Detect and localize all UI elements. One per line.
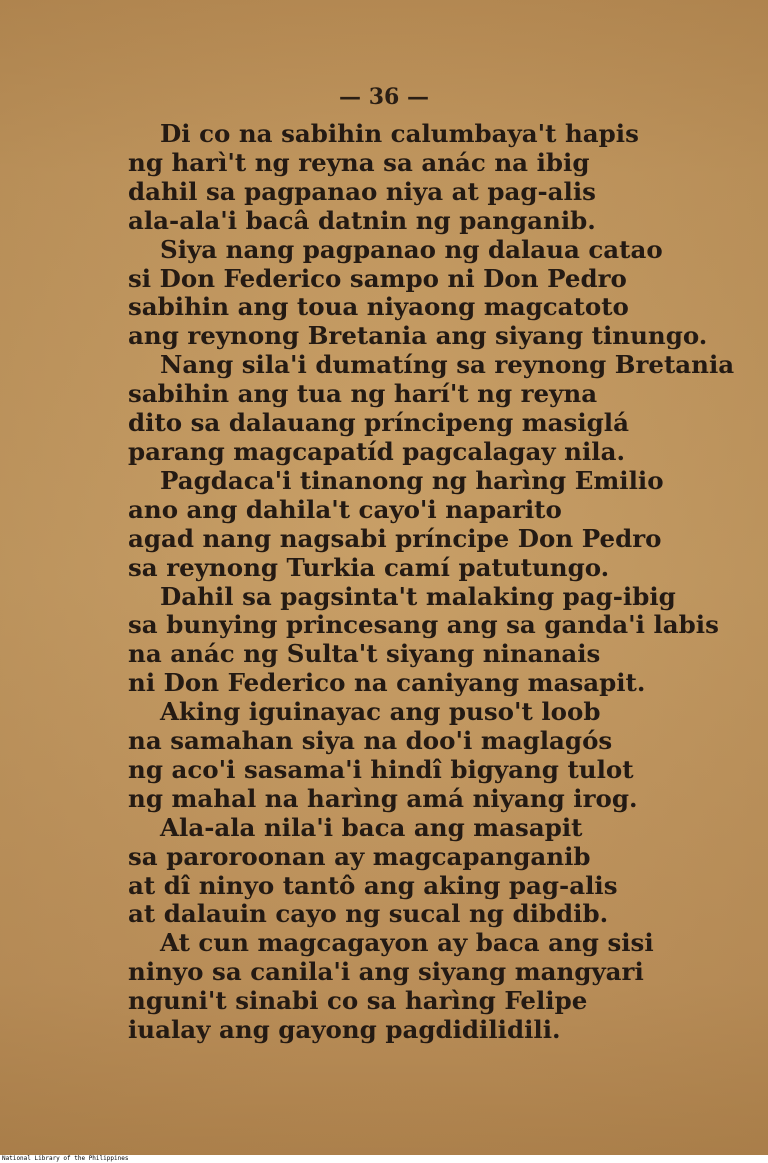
text-line: Ala-ala nila'i baca ang masapit <box>160 812 583 842</box>
text-line: sa paroroonan ay magcapanganib <box>128 841 591 871</box>
text-line: at dî ninyo tantô ang aking pag-alis <box>128 870 618 900</box>
text-line: sa bunying princesang ang sa ganda'i labis <box>128 610 719 640</box>
text-line: iualay ang gayong pagdidilidili. <box>128 1015 561 1045</box>
text-line: at dalauin cayo ng sucal ng dibdib. <box>128 899 609 929</box>
text-line: sa reynong Turkia camí patutungo. <box>128 552 610 582</box>
text-line: Pagdaca'i tinanong ng harìng Emilio <box>160 465 664 495</box>
text-line: parang magcapatíd pagcalagay nila. <box>128 436 625 466</box>
text-line: si Don Federico sampo ni Don Pedro <box>128 263 627 293</box>
text-line: sabihin ang tua ng harí't ng reyna <box>128 379 598 409</box>
text-line: ng aco'i sasama'i hindî bigyang tulot <box>128 754 634 784</box>
text-line: Nang sila'i dumatíng sa reynong Bretania <box>160 350 735 380</box>
text-line: dahil sa pagpanao niya at pag-alis <box>128 176 596 206</box>
text-line: sabihin ang toua niyaong magcatoto <box>128 292 629 322</box>
text-line: Di co na sabihin calumbaya't hapis <box>160 119 639 148</box>
text-line: At cun magcagayon ay baca ang sisi <box>160 928 654 958</box>
footer-credit: National Library of the Philippines <box>0 1155 768 1163</box>
text-line: na samahan siya na doo'i maglagós <box>128 726 613 756</box>
text-line: ang reynong Bretania ang siyang tinungo. <box>128 321 708 351</box>
text-line: dito sa dalauang príncipeng masiglá <box>128 408 629 438</box>
poem-text <box>128 120 748 1045</box>
text-line: na anác ng Sulta't siyang ninanais <box>128 639 601 669</box>
text-line: ng harì't ng reyna sa anác na ibig <box>128 147 590 177</box>
text-line: ninyo sa canila'i ang siyang mangyari <box>128 957 644 987</box>
text-line: ni Don Federico na caniyang masapit. <box>128 668 646 698</box>
page-number: — 36 — <box>339 84 429 110</box>
text-line: ala-ala'i bacâ datnin ng panganib. <box>128 205 596 235</box>
text-line: ng mahal na harìng amá niyang irog. <box>128 783 638 813</box>
text-line: Siya nang pagpanao ng dalaua catao <box>160 234 663 264</box>
text-line: nguni't sinabi co sa harìng Felipe <box>128 986 588 1016</box>
text-line: ano ang dahila't cayo'i naparito <box>128 494 562 524</box>
text-line: agad nang nagsabi príncipe Don Pedro <box>128 523 662 553</box>
text-line: Dahil sa pagsinta't malaking pag-ibig <box>160 581 676 611</box>
text-line: Aking iguinayac ang puso't loob <box>160 697 601 727</box>
